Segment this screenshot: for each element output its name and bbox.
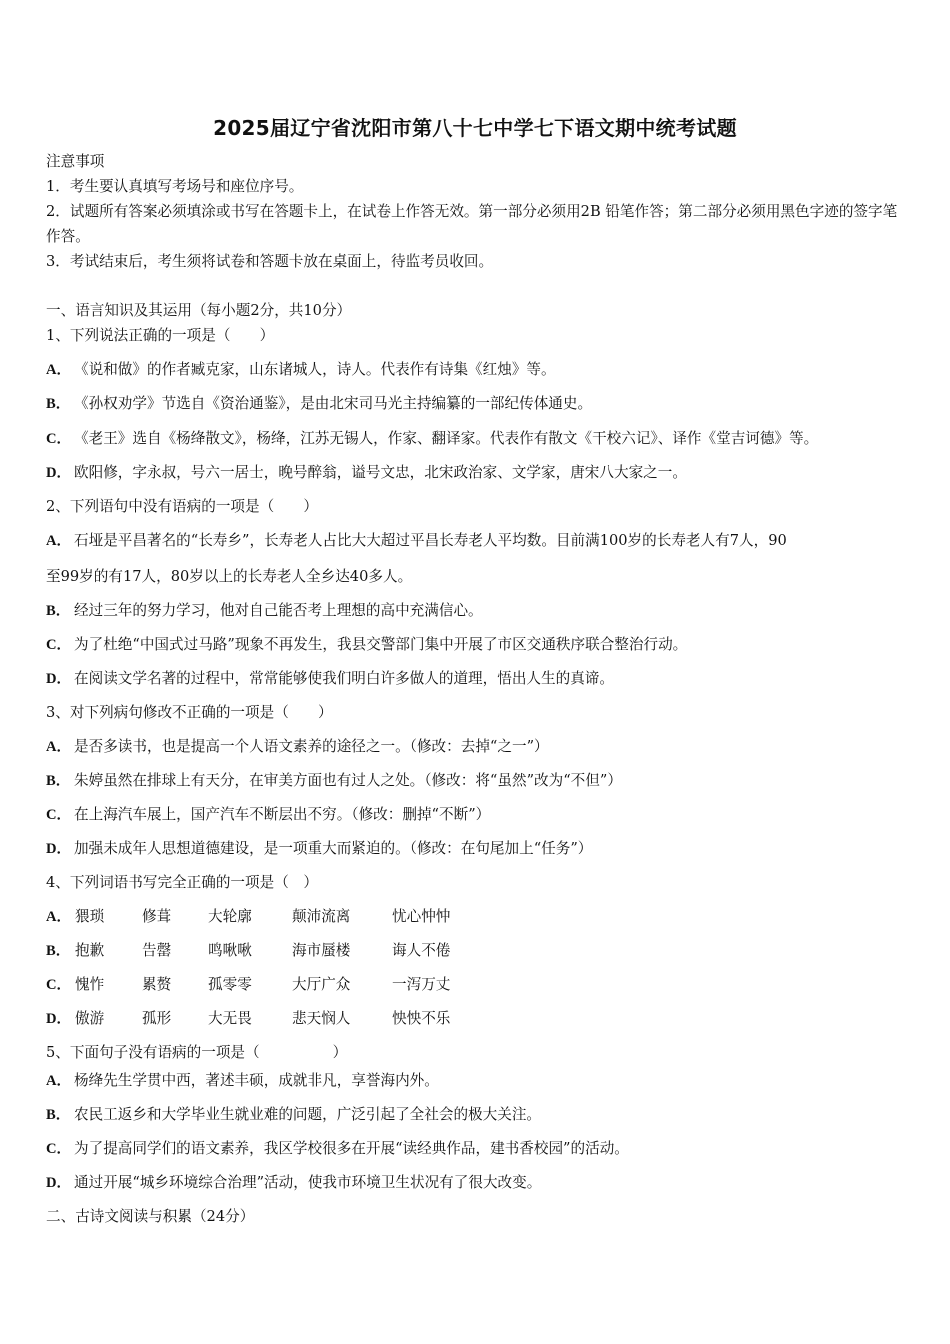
option-text: 在上海汽车展上，国产汽车不断层出不穷。（修改：删掉“不断”） xyxy=(74,806,491,823)
option-text: 在阅读文学名著的过程中，常常能够使我们明白许多做人的道理，悟出人生的真谛。 xyxy=(74,670,614,687)
q1-option-b xyxy=(46,394,592,414)
q4-stem: 4、下列词语书写完全正确的一项是（ ） xyxy=(46,874,318,891)
word: 傲游 xyxy=(75,1010,105,1027)
page-title: 2025届辽宁省沈阳市第八十七中学七下语文期中统考试题 xyxy=(213,116,737,140)
q2-stem: 2、下列语句中没有语病的一项是（ ） xyxy=(46,498,318,515)
word: 大厅广众 xyxy=(292,976,351,993)
word: 海市蜃楼 xyxy=(292,942,351,959)
option-text: 朱婷虽然在排球上有天分，在审美方面也有过人之处。（修改：将“虽然”改为“不但”） xyxy=(74,772,622,789)
option-label: B． xyxy=(46,603,71,619)
q1-option-d xyxy=(46,463,687,483)
option-label: A． xyxy=(46,1073,72,1089)
option-label: B． xyxy=(46,773,71,789)
option-text: 《老王》选自《杨绛散文》，杨绛，江苏无锡人，作家、翻译家。代表作有散文《干校六记》、译作《堂吉诃德》等。 xyxy=(74,430,819,447)
option-label: D． xyxy=(46,1011,72,1027)
notice-item-2: 2．试题所有答案必须填涂或书写在答题卡上，在试卷上作答无效。第一部分必须用2B 铅笔作答；第二部分必须用黑色字迹的签字笔作答。 xyxy=(46,203,898,245)
section-2-heading: 二、古诗文阅读与积累（24分） xyxy=(46,1208,255,1225)
q2-option-a-continued: 至99岁的有17人，80岁以上的长寿老人全乡达40多人。 xyxy=(46,568,413,585)
word: 愧怍 xyxy=(75,976,105,993)
q3-option-d xyxy=(46,839,592,859)
q3-option-b xyxy=(46,771,622,791)
word: 孤形 xyxy=(142,1010,172,1027)
word: 颠沛流离 xyxy=(292,908,351,925)
option-label: A． xyxy=(46,533,72,549)
option-label: A． xyxy=(46,362,72,378)
option-text: 为了提高同学们的语文素养，我区学校很多在开展“读经典作品，建书香校园”的活动。 xyxy=(74,1140,629,1157)
word: 鸣啾啾 xyxy=(208,942,252,959)
q3-stem: 3、对下列病句修改不正确的一项是（ ） xyxy=(46,704,333,721)
word: 大轮廓 xyxy=(208,908,252,925)
notice-heading: 注意事项 xyxy=(46,153,105,170)
word: 一泻万丈 xyxy=(392,976,451,993)
notice-item-3: 3．考试结束后，考生须将试卷和答题卡放在桌面上，待监考员收回。 xyxy=(46,253,494,270)
word: 累赘 xyxy=(142,976,172,993)
notice-item-1: 1．考生要认真填写考场号和座位序号。 xyxy=(46,178,304,195)
option-label: D． xyxy=(46,1175,72,1191)
q5-option-c xyxy=(46,1139,629,1159)
option-label: C． xyxy=(46,637,72,653)
word: 修葺 xyxy=(142,908,172,925)
word: 大无畏 xyxy=(208,1010,252,1027)
word: 猥琐 xyxy=(75,908,105,925)
q1-stem: 1、下列说法正确的一项是（ ） xyxy=(46,327,275,344)
word: 悲天悯人 xyxy=(292,1010,351,1027)
option-text: 为了杜绝“中国式过马路”现象不再发生，我县交警部门集中开展了市区交通秩序联合整治行动。 xyxy=(74,636,688,653)
q5-option-d xyxy=(46,1173,541,1193)
word: 诲人不倦 xyxy=(392,942,451,959)
option-label: C． xyxy=(46,431,72,447)
option-label: B． xyxy=(46,396,71,412)
q2-option-d xyxy=(46,669,614,689)
q5-stem: 5、下面句子没有语病的一项是（ ） xyxy=(46,1044,348,1061)
word: 忧心忡忡 xyxy=(392,908,451,925)
option-text: 欧阳修，字永叔，号六一居士，晚号醉翁，谥号文忠，北宋政治家、文学家，唐宋八大家之一。 xyxy=(74,464,687,481)
word: 抱歉 xyxy=(75,942,105,959)
option-label: A． xyxy=(46,739,72,755)
q3-option-a xyxy=(46,737,549,757)
option-label: D． xyxy=(46,671,72,687)
q2-option-a xyxy=(46,531,787,551)
option-label: D． xyxy=(46,465,72,481)
option-label: A． xyxy=(46,909,72,925)
q3-option-c xyxy=(46,805,490,825)
option-text: 《孙权劝学》节选自《资治通鉴》，是由北宋司马光主持编纂的一部纪传体通史。 xyxy=(74,395,593,412)
word: 告罄 xyxy=(142,942,172,959)
section-1-heading: 一、语言知识及其运用（每小题2分，共10分） xyxy=(46,302,352,319)
option-label: B． xyxy=(46,943,71,959)
word: 怏怏不乐 xyxy=(392,1010,451,1027)
q1-option-a xyxy=(46,360,556,380)
option-label: C． xyxy=(46,807,72,823)
option-text: 石垭是平昌著名的“长寿乡”，长寿老人占比大大超过平昌长寿老人平均数。目前满100岁的长寿老人有7人，90 xyxy=(74,532,787,549)
option-text: 是否多读书，也是提高一个人语文素养的途径之一。（修改：去掉“之一”） xyxy=(74,738,549,755)
option-text: 农民工返乡和大学毕业生就业难的问题，广泛引起了全社会的极大关注。 xyxy=(74,1106,542,1123)
word: 孤零零 xyxy=(208,976,252,993)
option-text: 《说和做》的作者臧克家，山东诸城人，诗人。代表作有诗集《红烛》等。 xyxy=(74,361,556,378)
q5-option-a xyxy=(46,1071,439,1091)
q1-option-c xyxy=(46,429,818,449)
option-label: B． xyxy=(46,1107,71,1123)
option-label: D． xyxy=(46,841,72,857)
option-text: 经过三年的努力学习，他对自己能否考上理想的高中充满信心。 xyxy=(74,602,483,619)
option-text: 加强未成年人思想道德建设，是一项重大而紧迫的。（修改：在句尾加上“任务”） xyxy=(74,840,593,857)
option-label: C． xyxy=(46,1141,72,1157)
option-label: C． xyxy=(46,977,72,993)
option-text: 杨绛先生学贯中西，著述丰硕，成就非凡，享誉海内外。 xyxy=(74,1072,439,1089)
q2-option-b xyxy=(46,601,483,621)
q2-option-c xyxy=(46,635,687,655)
q5-option-b xyxy=(46,1105,541,1125)
option-text: 通过开展“城乡环境综合治理”活动，使我市环境卫生状况有了很大改变。 xyxy=(74,1174,542,1191)
